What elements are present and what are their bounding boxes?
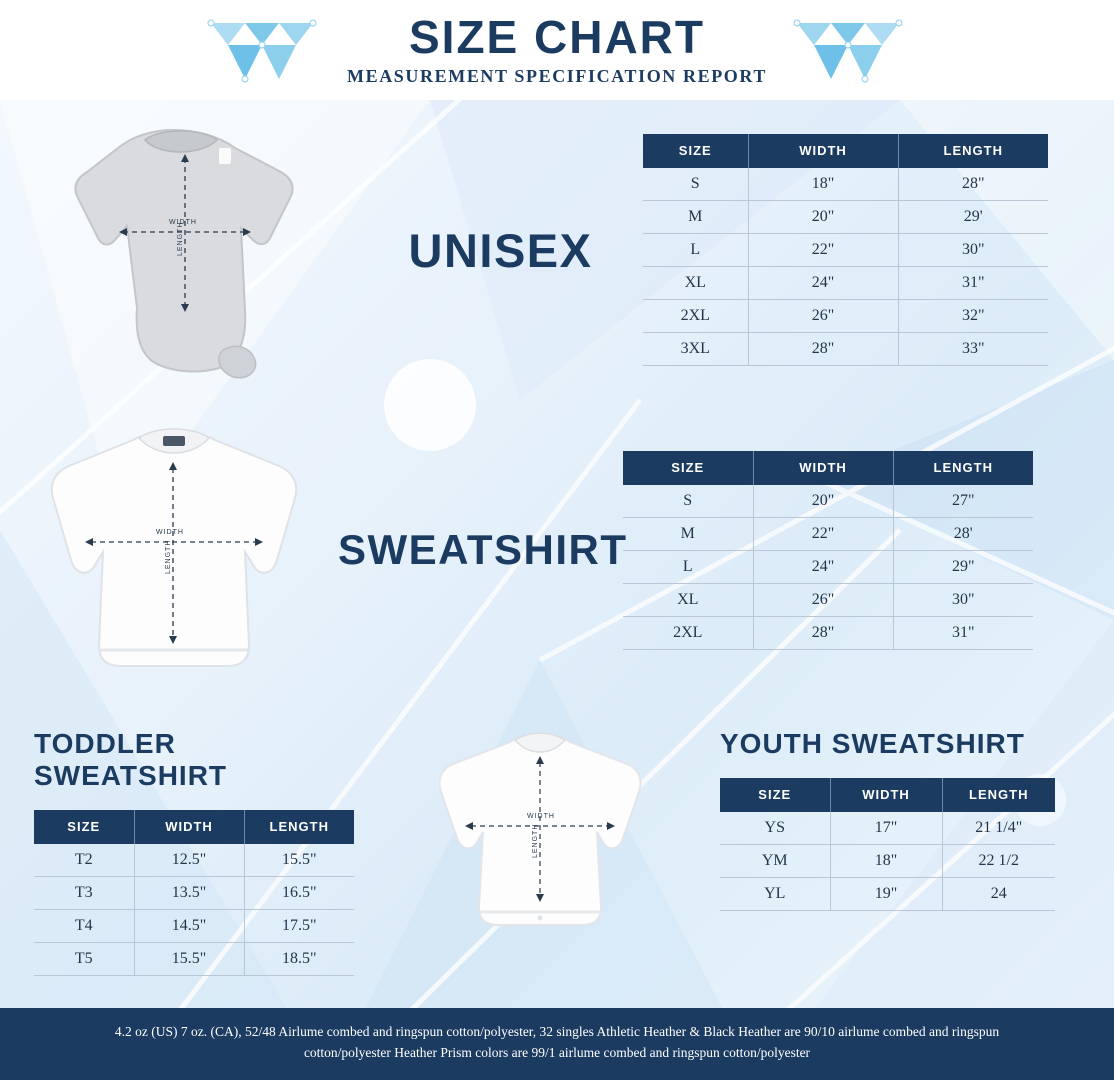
section-label-toddler: TODDLER SWEATSHIRT xyxy=(34,728,228,791)
cell-length: 28" xyxy=(898,168,1048,201)
table-header-row xyxy=(34,810,354,844)
diamond-icon xyxy=(785,15,915,85)
table-row xyxy=(34,943,354,976)
cell-width: 13.5" xyxy=(134,877,244,910)
table-sweatshirt xyxy=(623,451,1033,650)
cell-length: 16.5" xyxy=(244,877,354,910)
measure-label-length: LENGTH xyxy=(165,539,172,574)
cell-width: 22" xyxy=(748,234,898,267)
cell-size: 2XL xyxy=(643,300,748,333)
table-header-row xyxy=(623,451,1033,485)
table-row xyxy=(643,168,1048,201)
section-label-youth: YOUTH SWEATSHIRT xyxy=(720,728,1025,759)
cell-length: 18.5" xyxy=(244,943,354,976)
cell-length: 33" xyxy=(898,333,1048,366)
cell-length: 21 1/4" xyxy=(942,812,1055,845)
cell-width: 19" xyxy=(830,878,942,911)
column-header-length: LENGTH xyxy=(244,810,354,844)
cell-width: 18" xyxy=(830,845,942,878)
table-row xyxy=(623,583,1033,616)
table-row xyxy=(643,201,1048,234)
table-row xyxy=(643,267,1048,300)
table-row xyxy=(34,844,354,877)
diamond-icon xyxy=(199,15,329,85)
cell-length: 30" xyxy=(893,583,1033,616)
cell-length: 30" xyxy=(898,234,1048,267)
measure-label-width: WIDTH xyxy=(169,219,197,226)
cell-size: L xyxy=(623,550,753,583)
table-row xyxy=(643,234,1048,267)
page-subtitle: MEASUREMENT SPECIFICATION REPORT xyxy=(347,65,767,86)
cell-size: T5 xyxy=(34,943,134,976)
cell-size: YM xyxy=(720,845,830,878)
cell-width: 12.5" xyxy=(134,844,244,877)
cell-length: 28' xyxy=(893,517,1033,550)
cell-width: 24" xyxy=(753,550,893,583)
cell-width: 20" xyxy=(753,485,893,518)
section-sweatshirt xyxy=(0,400,1114,700)
cell-width: 17" xyxy=(830,812,942,845)
table-row xyxy=(643,300,1048,333)
cell-size: M xyxy=(643,201,748,234)
cell-size: YL xyxy=(720,878,830,911)
cell-size: S xyxy=(623,485,753,518)
table-row xyxy=(720,812,1055,845)
cell-width: 15.5" xyxy=(134,943,244,976)
cell-size: T2 xyxy=(34,844,134,877)
cell-width: 26" xyxy=(748,300,898,333)
cell-size: T3 xyxy=(34,877,134,910)
section-label-unisex: UNISEX xyxy=(408,223,593,277)
cell-length: 29' xyxy=(898,201,1048,234)
table-header-row xyxy=(720,778,1055,812)
table-row xyxy=(34,910,354,943)
page-title: SIZE CHART xyxy=(408,10,705,63)
table-toddler xyxy=(34,810,354,976)
cell-length: 31" xyxy=(893,616,1033,649)
cell-width: 28" xyxy=(753,616,893,649)
column-header-width: WIDTH xyxy=(753,451,893,485)
cell-length: 24 xyxy=(942,878,1055,911)
cell-length: 17.5" xyxy=(244,910,354,943)
table-youth xyxy=(720,778,1055,911)
cell-size: L xyxy=(643,234,748,267)
section-kids xyxy=(0,700,1114,990)
column-header-size: SIZE xyxy=(34,810,134,844)
table-row xyxy=(720,878,1055,911)
measure-label-width: WIDTH xyxy=(527,813,555,820)
cell-size: XL xyxy=(623,583,753,616)
table-row xyxy=(623,550,1033,583)
measure-label-length: LENGTH xyxy=(177,221,184,256)
measure-label-width: WIDTH xyxy=(156,529,184,536)
table-row xyxy=(623,517,1033,550)
cell-width: 26" xyxy=(753,583,893,616)
column-header-width: WIDTH xyxy=(134,810,244,844)
cell-length: 27" xyxy=(893,485,1033,518)
column-header-length: LENGTH xyxy=(898,134,1048,168)
cell-size: XL xyxy=(643,267,748,300)
cell-width: 14.5" xyxy=(134,910,244,943)
section-unisex xyxy=(0,100,1114,400)
fabric-disclaimer: 4.2 oz (US) 7 oz. (CA), 52/48 Airlume combed and ringspun cotton/polyester, 32 singles Athletic Heather & Black Heather are 90/10 airlume combed and ringspun cotton/polyester Heather Prism colors are 99/1 airlume combed and ringspun cotton/polyester xyxy=(0,1008,1114,1080)
cell-length: 31" xyxy=(898,267,1048,300)
column-header-width: WIDTH xyxy=(830,778,942,812)
cell-width: 20" xyxy=(748,201,898,234)
cell-width: 24" xyxy=(748,267,898,300)
tshirt-photo xyxy=(8,105,358,395)
measure-label-length: LENGTH xyxy=(532,823,539,858)
table-row xyxy=(643,333,1048,366)
cell-length: 29" xyxy=(893,550,1033,583)
toddler-sweatshirt-photo xyxy=(360,700,720,950)
column-header-length: LENGTH xyxy=(893,451,1033,485)
sweatshirt-photo xyxy=(8,405,338,695)
table-row xyxy=(623,485,1033,518)
cell-width: 28" xyxy=(748,333,898,366)
cell-length: 22 1/2 xyxy=(942,845,1055,878)
column-header-length: LENGTH xyxy=(942,778,1055,812)
column-header-size: SIZE xyxy=(720,778,830,812)
cell-size: 2XL xyxy=(623,616,753,649)
table-row xyxy=(623,616,1033,649)
page-header xyxy=(0,0,1114,100)
table-row xyxy=(34,877,354,910)
cell-size: M xyxy=(623,517,753,550)
cell-length: 15.5" xyxy=(244,844,354,877)
chart-body xyxy=(0,100,1114,1080)
column-header-size: SIZE xyxy=(643,134,748,168)
table-row xyxy=(720,845,1055,878)
cell-size: 3XL xyxy=(643,333,748,366)
cell-size: YS xyxy=(720,812,830,845)
cell-size: T4 xyxy=(34,910,134,943)
section-label-sweatshirt: SWEATSHIRT xyxy=(338,526,628,573)
section-youth xyxy=(720,700,1114,911)
table-header-row xyxy=(643,134,1048,168)
section-toddler xyxy=(0,700,360,976)
cell-size: S xyxy=(643,168,748,201)
cell-width: 18" xyxy=(748,168,898,201)
cell-length: 32" xyxy=(898,300,1048,333)
column-header-size: SIZE xyxy=(623,451,753,485)
cell-width: 22" xyxy=(753,517,893,550)
table-unisex xyxy=(643,134,1048,366)
column-header-width: WIDTH xyxy=(748,134,898,168)
